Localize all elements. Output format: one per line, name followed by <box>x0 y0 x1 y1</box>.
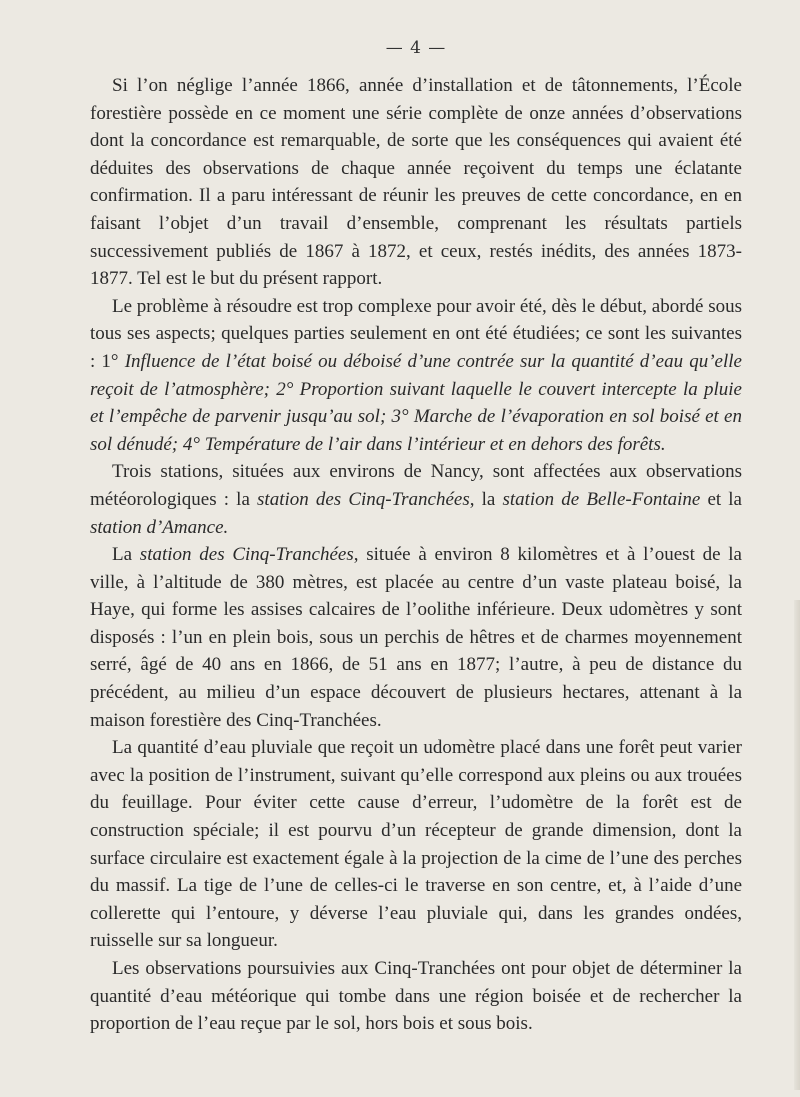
paragraph-3 <box>90 458 742 541</box>
italic-text: station de Belle-Fontaine <box>502 488 701 510</box>
text-run: et la <box>700 488 742 510</box>
text-run: , la <box>469 488 503 510</box>
italic-text: station d’Amance. <box>90 516 229 538</box>
text-run: Les observations poursuivies aux Cinq-Tranchées ont pour objet de déterminer la quantité d’eau météorique qui tombe dans une région boisée et de rechercher la proportion de l’eau reçue par le sol, hors bois et sous bois. <box>90 958 742 1035</box>
italic-text: Influence de l’état boisé ou déboisé d’une contrée sur la quantité d’eau qu’elle reçoit de l’atmosphère; 2° Proportion suivant laquelle le couvert intercepte la pluie et l’empêche de parvenir jusqu’au sol; 3° Marche de l’évaporation en sol boisé et en sol dénudé; 4° Température de l’air dans l’intérieur et en dehors des forêts. <box>90 350 742 455</box>
paragraph-5 <box>90 734 742 955</box>
page-number: — 4 — <box>385 38 447 58</box>
body-text <box>90 72 742 1038</box>
italic-text: station des Cinq-Tranchées <box>139 544 354 566</box>
paragraph-1 <box>90 72 742 293</box>
paragraph-4 <box>90 541 742 734</box>
text-run: La quantité d’eau pluviale que reçoit un udomètre placé dans une forêt peut varier avec la position de l’instrument, suivant qu’elle correspond aux pleins ou aux trouées du feuillage. Pour éviter cette cause d’erreur, l’udomètre de la forêt est de construction spéciale; il est pourvu d’un récepteur de grande dimension, dont la surface circulaire est exactement égale à la projection de la cime de l’une des perches du massif. La tige de l’une de celles-ci le traverse en son centre, et, à l’aide d’une collerette qui l’entoure, y déverse l’eau pluviale qui, dans les grandes ondées, ruisselle sur sa longueur. <box>90 737 742 952</box>
text-run: Si l’on néglige l’année 1866, année d’installation et de tâtonnements, l’École forestière possède en ce moment une série complète de onze années d’observations dont la concordance est remarquable, de sorte que les conséquences qui avaient été déduites des observations de chaque année reçoivent du temps une éclatante confirmation. Il a paru intéressant de réunir les preuves de cette concordance, en en faisant l’objet d’un travail d’ensemble, comprenant les résultats partiels successivement publiés de 1867 à 1872, et ceux, restés inédits, des années 1873-1877. Tel est le but du présent rapport. <box>90 75 742 290</box>
text-run: , située à environ 8 kilomètres et à l’ouest de la ville, à l’altitude de 380 mètres, est placée au centre d’un vaste plateau boisé, la Haye, qui forme les assises calcaires de l’oolithe inférieure. Deux udomètres y sont disposés : l’un en plein bois, sous un perchis de hêtres et de charmes moyennement serré, âgé de 40 ans en 1866, de 51 ans en 1877; l’autre, à peu de distance du précédent, au milieu d’un espace découvert de plusieurs hectares, attenant à la maison forestière des Cinq-Tranchées. <box>90 544 742 731</box>
page-edge-shadow <box>794 600 800 1090</box>
text-run: Trois stations, situées aux environs de Nancy, sont affectées aux observations météorologiques : la <box>90 461 742 510</box>
text-run: Le problème à résoudre est trop complexe pour avoir été, dès le début, abordé sous tous ses aspects; quelques parties seulement en ont été étudiées; ce sont les suivantes : 1° <box>90 295 742 372</box>
paragraph-2 <box>90 293 742 459</box>
paragraph-6 <box>90 955 742 1038</box>
italic-text: station des Cinq-Tranchées <box>257 488 470 510</box>
text-run: La <box>112 544 140 566</box>
